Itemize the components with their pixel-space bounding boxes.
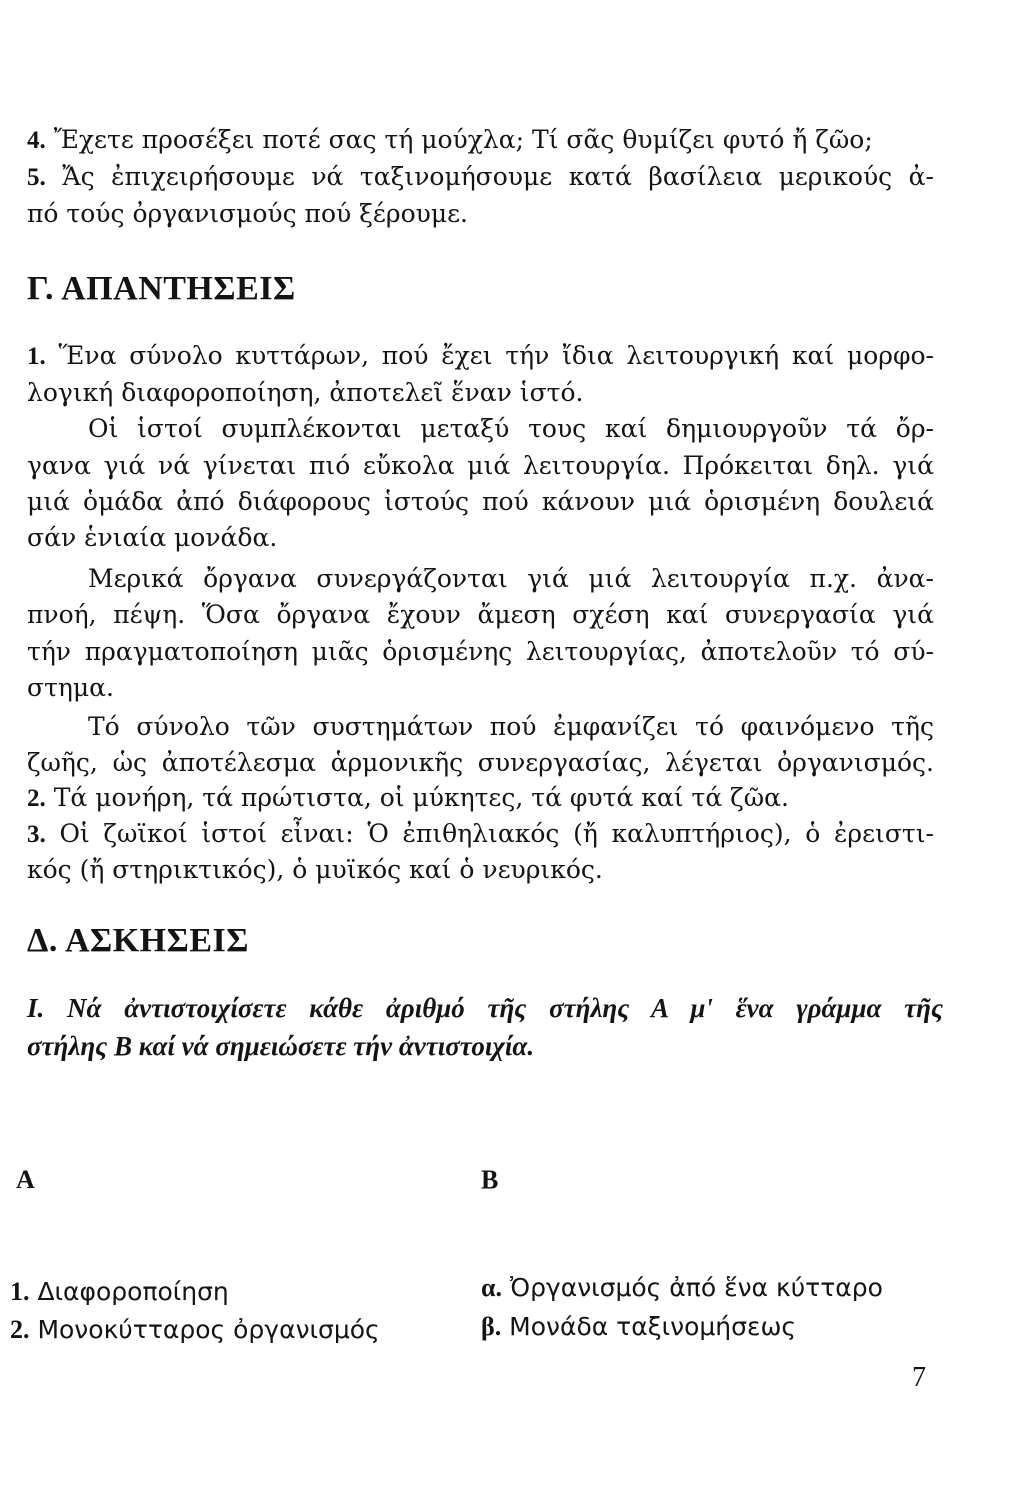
answer-line bbox=[27, 636, 934, 668]
answer-number: 1. bbox=[27, 343, 46, 370]
column-b-item bbox=[481, 1273, 883, 1303]
answer-text: Ἕνα σύνολο κυττάρων, πού ἔχει τήν ἴδια λειτουργική καί μορφο- bbox=[45, 341, 934, 370]
answer-text: Τό σύνολο τῶν συστημάτων πού ἐμφανίζει τό φαινόμενο τῆς bbox=[88, 712, 934, 741]
answer-line bbox=[27, 377, 583, 409]
answer-line bbox=[27, 450, 934, 482]
answer-line bbox=[27, 522, 277, 554]
page-number: 7 bbox=[912, 1362, 926, 1393]
question-text: Ἄς ἐπιχειρήσουμε νά ταξινομήσουμε κατά βασίλεια μερικούς ἀ- bbox=[45, 162, 934, 191]
item-letter: α. bbox=[481, 1273, 503, 1302]
answer-text: τήν πραγματοποίηση μιᾶς ὁρισμένης λειτουργίας, ἀποτελοῦν τό σύ- bbox=[27, 637, 934, 666]
exercise-instruction-line1 bbox=[27, 990, 943, 1026]
answer-text: Τά μονήρη, τά πρώτιστα, οἱ μύκητες, τά φυτά καί τά ζῶα. bbox=[45, 783, 789, 812]
answer-line bbox=[88, 711, 934, 743]
answer-text: Μερικά ὄργανα συνεργάζονται γιά μιά λειτουργία π.χ. ἀνα- bbox=[88, 564, 934, 593]
item-letter: β. bbox=[481, 1312, 502, 1341]
column-a-item bbox=[10, 1315, 380, 1345]
answer-line bbox=[27, 747, 934, 779]
question-5-cont bbox=[27, 198, 468, 230]
answer-text: μιά ὁμάδα ἀπό διάφορους ἱστούς πού κάνουν μιά ὁρισμένη δουλειά bbox=[27, 487, 934, 516]
question-number: 5. bbox=[27, 164, 46, 191]
answer-text: κός (ἤ στηρικτικός), ὁ μυϊκός καί ὁ νευρικός. bbox=[27, 855, 603, 884]
answer-line bbox=[88, 563, 934, 595]
question-5 bbox=[27, 161, 934, 194]
item-text: Διαφοροποίηση bbox=[29, 1277, 229, 1306]
exercise-instruction-text: Ι. Νά ἀντιστοιχίσετε κάθε ἀριθμό τῆς στήλης Α μ' ἕνα γράμμα τῆς bbox=[27, 993, 943, 1023]
answer-line bbox=[27, 599, 934, 631]
exercise-instruction-line2: στήλης Β καί νά σημειώσετε τήν ἀντιστοιχία. bbox=[27, 1031, 535, 1061]
column-a-item bbox=[10, 1277, 229, 1307]
question-text: πό τούς ὀργανισμούς πού ξέρουμε. bbox=[27, 199, 468, 228]
answer-number: 3. bbox=[27, 821, 46, 848]
item-text: Μονάδα ταξινομήσεως bbox=[501, 1312, 797, 1341]
answer-line bbox=[27, 782, 789, 815]
item-number: 1. bbox=[10, 1277, 30, 1306]
question-number: 4. bbox=[27, 127, 46, 154]
item-text: Ὀργανισμός ἀπό ἕνα κύτταρο bbox=[502, 1273, 883, 1302]
column-b-item bbox=[481, 1312, 796, 1342]
item-number: 2. bbox=[10, 1315, 30, 1344]
answer-line bbox=[27, 486, 934, 518]
column-a-label: Α bbox=[16, 1165, 35, 1194]
answer-text: στημα. bbox=[27, 673, 114, 702]
answer-line bbox=[27, 854, 603, 886]
column-b-label: Β bbox=[481, 1165, 499, 1194]
answer-text: πνοή, πέψη. Ὅσα ὄργανα ἔχουν ἄμεση σχέση καί συνεργασία γιά bbox=[27, 600, 934, 629]
answer-text: Οἱ ἱστοί συμπλέκονται μεταξύ τους καί δημιουργοῦν τά ὄρ- bbox=[88, 414, 934, 443]
answer-number: 2. bbox=[27, 785, 46, 812]
answer-text: σάν ἑνιαία μονάδα. bbox=[27, 523, 278, 552]
answer-line bbox=[27, 340, 934, 373]
section-exercises-heading: Δ. ΑΣΚΗΣΕΙΣ bbox=[27, 922, 249, 959]
answer-line bbox=[27, 672, 114, 704]
answer-text: ζωῆς, ὡς ἀποτέλεσμα ἁρμονικῆς συνεργασίας, λέγεται ὀργανισμός. bbox=[27, 748, 934, 777]
answer-text: λογική διαφοροποίηση, ἀποτελεῖ ἕναν ἱστό. bbox=[27, 378, 584, 407]
question-4 bbox=[27, 124, 873, 157]
answer-line bbox=[27, 818, 934, 851]
section-answers-heading: Γ. ΑΠΑΝΤΗΣΕΙΣ bbox=[27, 270, 296, 307]
answer-line bbox=[88, 413, 934, 445]
question-text: Ἔχετε προσέξει ποτέ σας τή μούχλα; Τί σᾶς θυμίζει φυτό ἤ ζῶο; bbox=[45, 125, 873, 154]
answer-text: Οἱ ζωϊκοί ἱστοί εἶναι: Ὁ ἐπιθηλιακός (ἤ καλυπτήριος), ὁ ἐρειστι- bbox=[45, 819, 934, 848]
answer-text: γανα γιά νά γίνεται πιό εὔκολα μιά λειτουργία. Πρόκειται δηλ. γιά bbox=[27, 451, 934, 480]
item-text: Μονοκύτταρος ὀργανισμός bbox=[29, 1315, 380, 1344]
